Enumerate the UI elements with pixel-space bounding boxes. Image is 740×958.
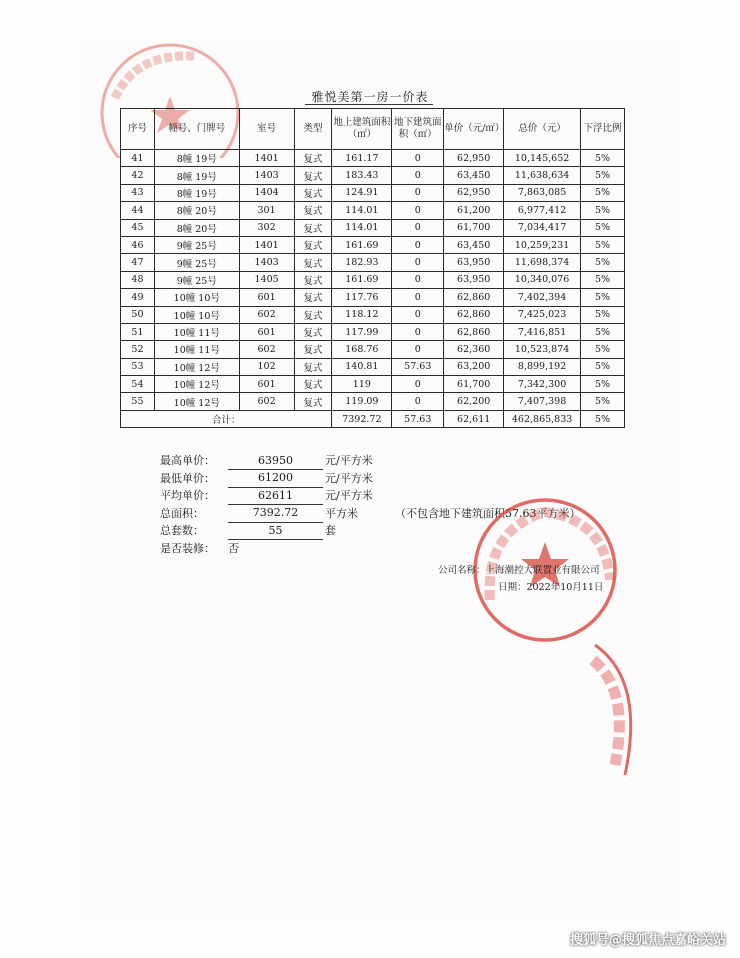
table-cell: 602	[239, 306, 294, 323]
table-cell: 10幢 10号	[154, 289, 239, 306]
table-cell: 1405	[239, 271, 294, 288]
table-cell: 161.69	[332, 236, 392, 253]
count-value: 55	[228, 522, 323, 541]
table-cell: 7,407,398	[504, 393, 581, 410]
table-cell: 140.81	[332, 358, 392, 375]
company-date-row	[438, 579, 603, 596]
table-cell: 301	[239, 202, 294, 219]
table-cell: 9幢 25号	[154, 236, 239, 253]
area-note: （不包含地下建筑面积57.63平方米）	[395, 506, 581, 520]
table-cell: 5%	[581, 150, 625, 167]
table-cell: 1401	[239, 150, 294, 167]
table-cell: 61,700	[444, 376, 504, 393]
table-cell: 10幢 12号	[154, 358, 239, 375]
table-cell: 54	[121, 376, 155, 393]
table-cell: 8幢 20号	[154, 219, 239, 236]
table-cell: 161.69	[332, 271, 392, 288]
summary-min-price	[160, 470, 581, 488]
table-cell: 5%	[581, 236, 625, 253]
table-cell: 8,899,192	[504, 358, 581, 375]
area-value: 7392.72	[228, 504, 323, 523]
table-cell: 复式	[294, 236, 332, 253]
count-unit: 套	[325, 524, 336, 537]
summary-max-price	[160, 452, 581, 470]
table-cell: 161.17	[332, 150, 392, 167]
table-cell: 601	[239, 323, 294, 340]
table-cell: 0	[392, 341, 444, 358]
table-row	[121, 376, 625, 393]
table-cell: 10,145,652	[504, 150, 581, 167]
table-cell: 45	[121, 219, 155, 236]
decor-value: 否	[228, 541, 239, 555]
table-cell: 302	[239, 219, 294, 236]
header-cell: 下浮比例	[581, 109, 625, 150]
table-cell: 601	[239, 376, 294, 393]
title-underline	[305, 104, 433, 105]
table-cell: 0	[392, 150, 444, 167]
table-cell: 63,200	[444, 358, 504, 375]
table-row	[121, 236, 625, 253]
table-cell: 5%	[581, 358, 625, 375]
table-cell: 602	[239, 341, 294, 358]
table-cell: 5%	[581, 271, 625, 288]
table-cell: 1404	[239, 184, 294, 201]
table-cell: 10幢 12号	[154, 376, 239, 393]
table-cell: 0	[392, 393, 444, 410]
table-cell: 117.76	[332, 289, 392, 306]
table-cell: 119	[332, 376, 392, 393]
total-ratio: 5%	[581, 410, 625, 427]
table-cell: 0	[392, 289, 444, 306]
table-cell: 复式	[294, 202, 332, 219]
table-cell: 复式	[294, 376, 332, 393]
table-cell: 0	[392, 323, 444, 340]
table-cell: 5%	[581, 167, 625, 184]
table-cell: 10,340,076	[504, 271, 581, 288]
max-price-value: 63950	[228, 452, 323, 471]
table-cell: 9幢 25号	[154, 254, 239, 271]
table-row	[121, 167, 625, 184]
header-cell: 总价（元）	[504, 109, 581, 150]
table-cell: 53	[121, 358, 155, 375]
table-cell: 0	[392, 376, 444, 393]
company-name: 上海潮控大联置业有限公司	[485, 565, 600, 576]
table-cell: 复式	[294, 393, 332, 410]
table-row	[121, 323, 625, 340]
table-cell: 复式	[294, 254, 332, 271]
table-cell: 5%	[581, 393, 625, 410]
min-price-label: 最低单价：	[160, 471, 215, 485]
table-cell: 7,425,023	[504, 306, 581, 323]
table-cell: 0	[392, 254, 444, 271]
max-price-label: 最高单价：	[160, 454, 215, 467]
total-row	[121, 410, 625, 427]
table-cell: 117.99	[332, 323, 392, 340]
min-price-unit: 元/平方米	[325, 471, 373, 485]
table-cell: 8幢 20号	[154, 202, 239, 219]
table-cell: 51	[121, 323, 155, 340]
table-cell: 10幢 11号	[154, 341, 239, 358]
table-cell: 114.01	[332, 219, 392, 236]
header-cell: 序号	[121, 109, 155, 150]
table-cell: 63,450	[444, 167, 504, 184]
table-cell: 复式	[294, 323, 332, 340]
table-row	[121, 358, 625, 375]
table-row	[121, 202, 625, 219]
table-cell: 119.09	[332, 393, 392, 410]
date-value: 2022年10月11日	[526, 582, 604, 593]
table-cell: 1403	[239, 254, 294, 271]
table-cell: 复式	[294, 184, 332, 201]
table-cell: 183.43	[332, 167, 392, 184]
table-cell: 46	[121, 236, 155, 253]
table-row	[121, 289, 625, 306]
table-row	[121, 219, 625, 236]
table-cell: 复式	[294, 167, 332, 184]
company-name-label: 公司名称：	[438, 565, 486, 576]
header-cell: 地上建筑面积（㎡）	[332, 109, 392, 150]
table-cell: 10幢 12号	[154, 393, 239, 410]
table-cell: 49	[121, 289, 155, 306]
max-price-unit: 元/平方米	[325, 454, 373, 467]
decor-label: 是否装修：	[160, 541, 215, 555]
table-cell: 63,950	[444, 254, 504, 271]
table-cell: 63,450	[444, 236, 504, 253]
table-cell: 8幢 19号	[154, 150, 239, 167]
table-cell: 62,200	[444, 393, 504, 410]
table-cell: 1401	[239, 236, 294, 253]
table-cell: 5%	[581, 306, 625, 323]
table-cell: 62,860	[444, 306, 504, 323]
table-cell: 0	[392, 202, 444, 219]
table-cell: 5%	[581, 202, 625, 219]
table-cell: 复式	[294, 306, 332, 323]
table-cell: 8幢 19号	[154, 167, 239, 184]
table-cell: 44	[121, 202, 155, 219]
table-cell: 61,200	[444, 202, 504, 219]
header-cell: 幢号、门牌号	[154, 109, 239, 150]
table-cell: 7,342,300	[504, 376, 581, 393]
total-price: 462,865,833	[504, 410, 581, 427]
area-unit: 平方米	[325, 506, 358, 520]
right-edge-seal	[585, 640, 645, 780]
area-label: 总面积：	[160, 506, 204, 520]
table-cell: 复式	[294, 341, 332, 358]
table-cell: 5%	[581, 341, 625, 358]
table-cell: 11,638,634	[504, 167, 581, 184]
table-cell: 182.93	[332, 254, 392, 271]
table-cell: 复式	[294, 289, 332, 306]
table-cell: 168.76	[332, 341, 392, 358]
table-cell: 57.63	[392, 358, 444, 375]
table-row	[121, 393, 625, 410]
table-cell: 5%	[581, 184, 625, 201]
table-body	[121, 150, 625, 411]
table-cell: 62,360	[444, 341, 504, 358]
table-cell: 1403	[239, 167, 294, 184]
table-cell: 102	[239, 358, 294, 375]
header-cell: 室号	[239, 109, 294, 150]
table-cell: 602	[239, 393, 294, 410]
table-cell: 55	[121, 393, 155, 410]
table-cell: 复式	[294, 358, 332, 375]
table-cell: 复式	[294, 150, 332, 167]
table-row	[121, 254, 625, 271]
company-name-row	[438, 562, 603, 579]
table-cell: 62,950	[444, 150, 504, 167]
price-table	[120, 108, 625, 428]
table-cell: 5%	[581, 376, 625, 393]
table-cell: 10幢 11号	[154, 323, 239, 340]
table-cell: 6,977,412	[504, 202, 581, 219]
table-cell: 47	[121, 254, 155, 271]
table-row	[121, 150, 625, 167]
total-label: 合计：	[121, 410, 332, 427]
count-label: 总套数：	[160, 524, 204, 537]
total-below-area: 57.63	[392, 410, 444, 427]
table-cell: 62,860	[444, 289, 504, 306]
table-cell: 601	[239, 289, 294, 306]
table-cell: 0	[392, 236, 444, 253]
document-title: 雅悦美第一房一价表	[311, 90, 429, 104]
table-cell: 42	[121, 167, 155, 184]
table-cell: 复式	[294, 219, 332, 236]
table-cell: 0	[392, 306, 444, 323]
total-unit-price: 62,611	[444, 410, 504, 427]
table-cell: 52	[121, 341, 155, 358]
table-cell: 11,698,374	[504, 254, 581, 271]
watermark: 搜狐号@搜狐焦点嘉峪关站	[569, 933, 726, 948]
table-cell: 5%	[581, 219, 625, 236]
total-above-area: 7392.72	[332, 410, 392, 427]
table-cell: 0	[392, 184, 444, 201]
table-cell: 48	[121, 271, 155, 288]
table-cell: 10,259,231	[504, 236, 581, 253]
table-cell: 124.91	[332, 184, 392, 201]
table-cell: 5%	[581, 254, 625, 271]
table-cell: 7,402,394	[504, 289, 581, 306]
avg-price-label: 平均单价：	[160, 489, 215, 502]
table-cell: 8幢 19号	[154, 184, 239, 201]
table-cell: 5%	[581, 323, 625, 340]
table-cell: 43	[121, 184, 155, 201]
table-cell: 118.12	[332, 306, 392, 323]
table-row	[121, 306, 625, 323]
table-cell: 114.01	[332, 202, 392, 219]
table-row	[121, 341, 625, 358]
header-cell: 类型	[294, 109, 332, 150]
header-cell: 单价（元/㎡）	[444, 109, 504, 150]
date-label: 日期：	[498, 582, 527, 593]
table-cell: 62,950	[444, 184, 504, 201]
table-cell: 62,860	[444, 323, 504, 340]
table-cell: 10,523,874	[504, 341, 581, 358]
company-block	[438, 562, 603, 596]
table-cell: 7,416,851	[504, 323, 581, 340]
table-cell: 63,950	[444, 271, 504, 288]
table-cell: 0	[392, 219, 444, 236]
table-cell: 复式	[294, 271, 332, 288]
table-cell: 50	[121, 306, 155, 323]
table-row	[121, 184, 625, 201]
table-cell: 9幢 25号	[154, 271, 239, 288]
table-header-row	[121, 109, 625, 150]
min-price-value: 61200	[228, 469, 323, 488]
avg-price-value: 62611	[228, 487, 323, 506]
table-cell: 0	[392, 167, 444, 184]
table-row	[121, 271, 625, 288]
table-cell: 5%	[581, 289, 625, 306]
table-cell: 41	[121, 150, 155, 167]
table-cell: 0	[392, 271, 444, 288]
header-cell: 地下建筑面积（㎡）	[392, 109, 444, 150]
table-cell: 61,700	[444, 219, 504, 236]
table-cell: 7,863,085	[504, 184, 581, 201]
avg-price-unit: 元/平方米	[325, 489, 373, 502]
table-cell: 7,034,417	[504, 219, 581, 236]
table-cell: 10幢 10号	[154, 306, 239, 323]
